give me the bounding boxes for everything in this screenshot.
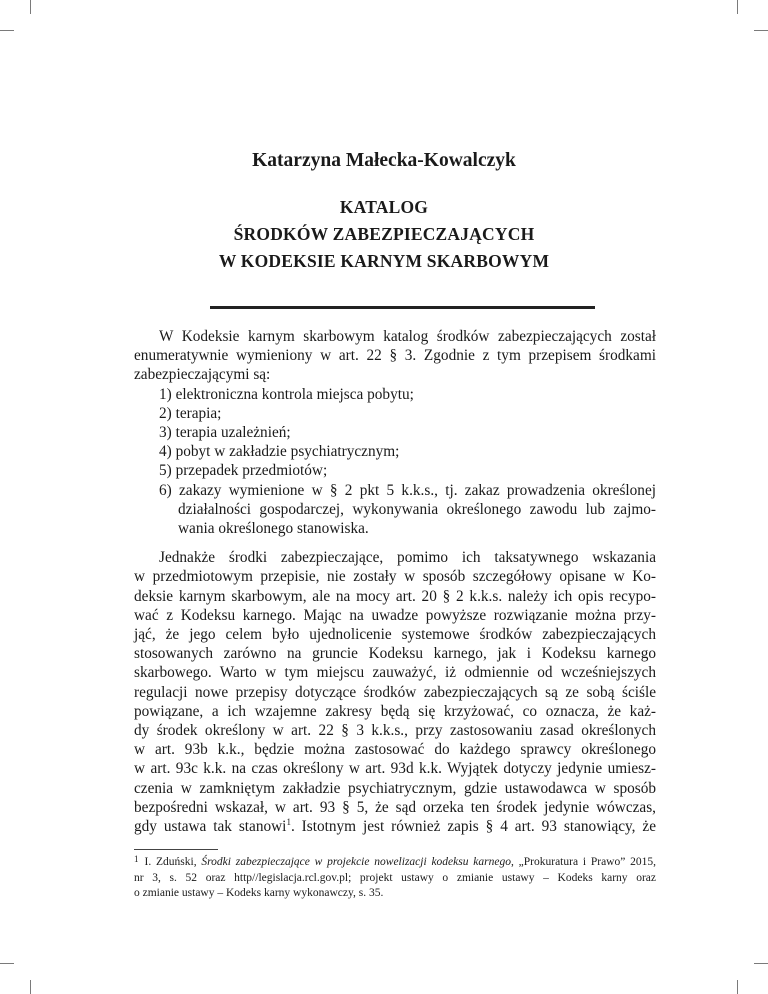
footnote bbox=[134, 852, 656, 902]
para2-line: stosowanych zarówno na gruncie Kodeksu karnego, jak i Kodeksu karnego bbox=[134, 645, 656, 663]
crop-mark-bottom-right-h bbox=[754, 963, 768, 964]
intro-line: enumeratywnie wymieniony w art. 22 § 3. Zgodnie z tym przepisem środkami bbox=[134, 347, 656, 365]
para2-line: skarbowego. Warto w tym miejscu zauważyć, iż odmiennie od wcześniejszych bbox=[134, 664, 656, 682]
para2-last-after: . Istotnym jest również zapis § 4 art. 93 stanowiący, że bbox=[290, 818, 656, 836]
title-line-1: KATALOG bbox=[339, 197, 429, 217]
para2-line: regulacji nowe przepisy dotyczące środków zabezpieczających są ze sobą ściśle bbox=[134, 683, 656, 701]
footnote-line-2: nr 3, s. 52 oraz http//legislacja.rcl.gov.pl; projekt ustawy o zmianie ustawy – Kodeks karny oraz bbox=[134, 871, 656, 884]
footnote-rest: , „Prokuratura i Prawo” 2015, bbox=[510, 856, 656, 868]
body-text bbox=[134, 327, 656, 836]
list-item-6: 6) zakazy wymienione w § 2 pkt 5 k.k.s., tj. zakaz prowadzenia określonej bbox=[159, 481, 656, 499]
para2-last-before: gdy ustawa tak stanowi bbox=[134, 818, 287, 836]
para2-line: bezpośredni wskazał, w art. 93 § 5, że sąd orzeka ten środek jedynie wówczas, bbox=[134, 798, 656, 816]
list-item: 5) przepadek przedmiotów; bbox=[159, 462, 328, 480]
list-item-6-cont: wania określonego stanowiska. bbox=[178, 520, 369, 538]
crop-mark-top-left bbox=[30, 0, 31, 14]
para2-line: w przedmiotowym przepisie, nie zostały w sposób szczegółowy opisane w Ko- bbox=[134, 568, 656, 586]
list-item: 3) terapia uzależnień; bbox=[159, 424, 291, 442]
list-item-6-cont: działalności gospodarczej, wykonywania określonego zawodu lub zajmo- bbox=[178, 500, 656, 518]
crop-mark-top-right-h bbox=[754, 30, 768, 31]
para2-line: jąć, że jego celem było ujednolicenie systemowe środków zabezpieczających bbox=[134, 626, 656, 644]
crop-mark-bottom-left bbox=[30, 980, 31, 994]
intro-line: W Kodeksie karnym skarbowym katalog środków zabezpieczających został bbox=[159, 328, 656, 345]
footnote-ref[interactable]: 1 bbox=[286, 816, 291, 827]
para2-line: dy środek określony w art. 22 § 3 k.k.s., przy zastosowaniu zasad określonych bbox=[134, 722, 656, 740]
title-line-2: ŚRODKÓW ZABEZPIECZAJĄCYCH bbox=[233, 224, 535, 244]
para2-line: wać z Kodeksu karnego. Mając na uwadze powyższe rozwiązanie można przy- bbox=[134, 606, 656, 624]
title-line-3: W KODEKSIE KARNYM SKARBOWYM bbox=[218, 251, 550, 271]
footnote-author: I. Zduński, bbox=[144, 856, 202, 868]
para2-line: powiązane, a ich wzajemne zakresy będą się krzyżować, co oznacza, że każ- bbox=[134, 702, 656, 720]
para2-line: w art. 93b k.k., będzie można zastosować do każdego sprawcy określonego bbox=[134, 741, 656, 759]
list-item: 4) pobyt w zakładzie psychiatrycznym; bbox=[159, 443, 400, 461]
footnote-title: Środki zabezpieczające w projekcie nowelizacji kodeksu karnego bbox=[201, 856, 511, 868]
para2-line: deksie karnym skarbowym, ale na mocy art. 20 § 2 k.k.s. należy ich opis recypo- bbox=[134, 587, 656, 605]
footnote-number: 1 bbox=[134, 854, 139, 864]
crop-mark-top-right bbox=[737, 0, 738, 14]
intro-line: zabezpieczającymi są: bbox=[134, 366, 271, 384]
para2-line: czenia w zamkniętym zakładzie psychiatrycznym, gdzie ustawodawca w sposób bbox=[134, 779, 656, 797]
footnote-divider bbox=[134, 849, 218, 850]
footnote-line-1 bbox=[134, 852, 656, 871]
para2-line: w art. 93c k.k. na czas określony w art. 93d k.k. Wyjątek dotyczy jedynie umiesz- bbox=[134, 760, 656, 778]
para2-last-line bbox=[134, 817, 656, 836]
crop-mark-bottom-right bbox=[737, 980, 738, 994]
list-item: 2) terapia; bbox=[159, 404, 222, 422]
footnote-line-3: o zmianie ustawy – Kodeks karny wykonawczy, s. 35. bbox=[134, 887, 384, 900]
crop-mark-top-left-h bbox=[0, 30, 14, 31]
title-divider bbox=[210, 306, 595, 309]
author-name: Katarzyna Małecka-Kowalczyk bbox=[252, 150, 516, 171]
crop-mark-bottom-left-h bbox=[0, 963, 14, 964]
list-item: 1) elektroniczna kontrola miejsca pobytu; bbox=[159, 385, 414, 403]
para2-line: Jednakże środki zabezpieczające, pomimo ich taksatywnego wskazania bbox=[159, 549, 656, 567]
